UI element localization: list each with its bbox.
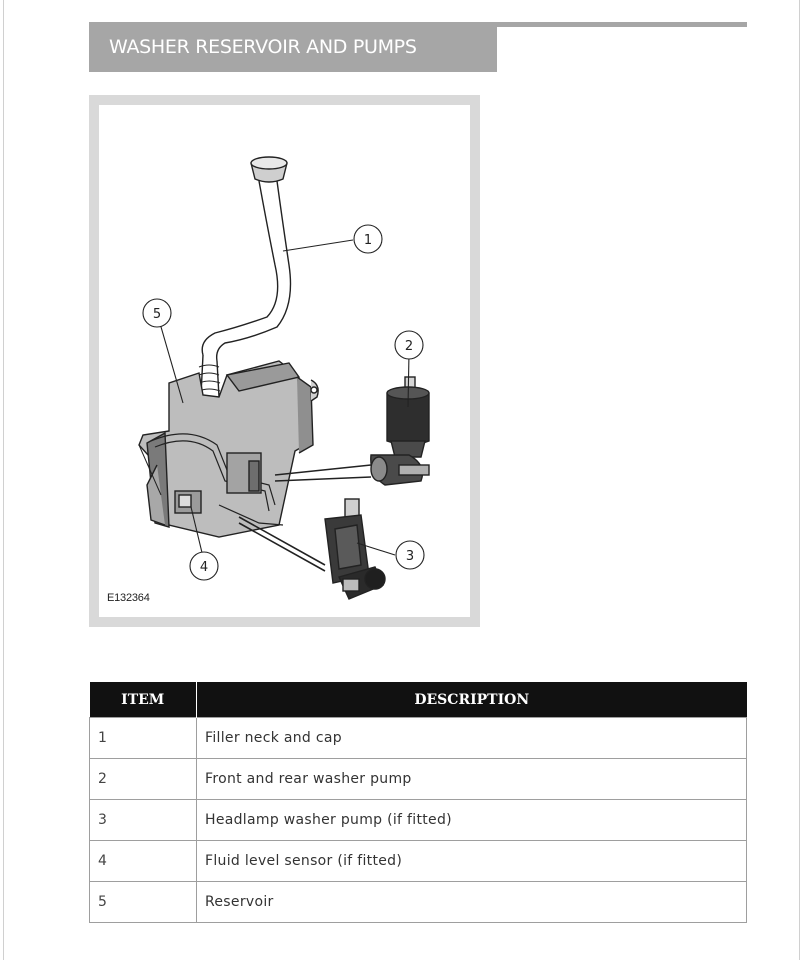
- row-item: 4: [90, 841, 197, 882]
- washer-illustration: [99, 105, 470, 617]
- row-item: 1: [90, 718, 197, 759]
- table-header-row: [90, 682, 747, 718]
- row-item: 5: [90, 882, 197, 923]
- row-description: Fluid level sensor (if fitted): [197, 841, 747, 882]
- row-item: 2: [90, 759, 197, 800]
- table-row: [90, 718, 747, 759]
- row-description: Headlamp washer pump (if fitted): [197, 800, 747, 841]
- page-border-right: [799, 0, 800, 960]
- header-item: ITEM: [90, 682, 197, 718]
- row-description: Reservoir: [197, 882, 747, 923]
- table-row: [90, 882, 747, 923]
- figure-frame: [89, 95, 480, 627]
- header-description: DESCRIPTION: [197, 682, 747, 718]
- callout-4-label: 4: [199, 560, 209, 575]
- table-row: [90, 841, 747, 882]
- callout-5-label: 5: [152, 307, 162, 322]
- table-row: [90, 800, 747, 841]
- callout-3-label: 3: [405, 549, 415, 564]
- section-title: WASHER RESERVOIR AND PUMPS: [109, 36, 417, 58]
- washer-diagram: [99, 105, 470, 617]
- row-description: Front and rear washer pump: [197, 759, 747, 800]
- figure-id: E132364: [107, 592, 150, 604]
- page-border-left: [3, 0, 4, 960]
- header-rule: [497, 22, 747, 27]
- table-row: [90, 759, 747, 800]
- row-description: Filler neck and cap: [197, 718, 747, 759]
- callout-1-label: 1: [363, 233, 373, 248]
- parts-table: [89, 682, 747, 923]
- callout-2-label: 2: [404, 339, 414, 354]
- section-title-bar: [89, 22, 497, 72]
- row-item: 3: [90, 800, 197, 841]
